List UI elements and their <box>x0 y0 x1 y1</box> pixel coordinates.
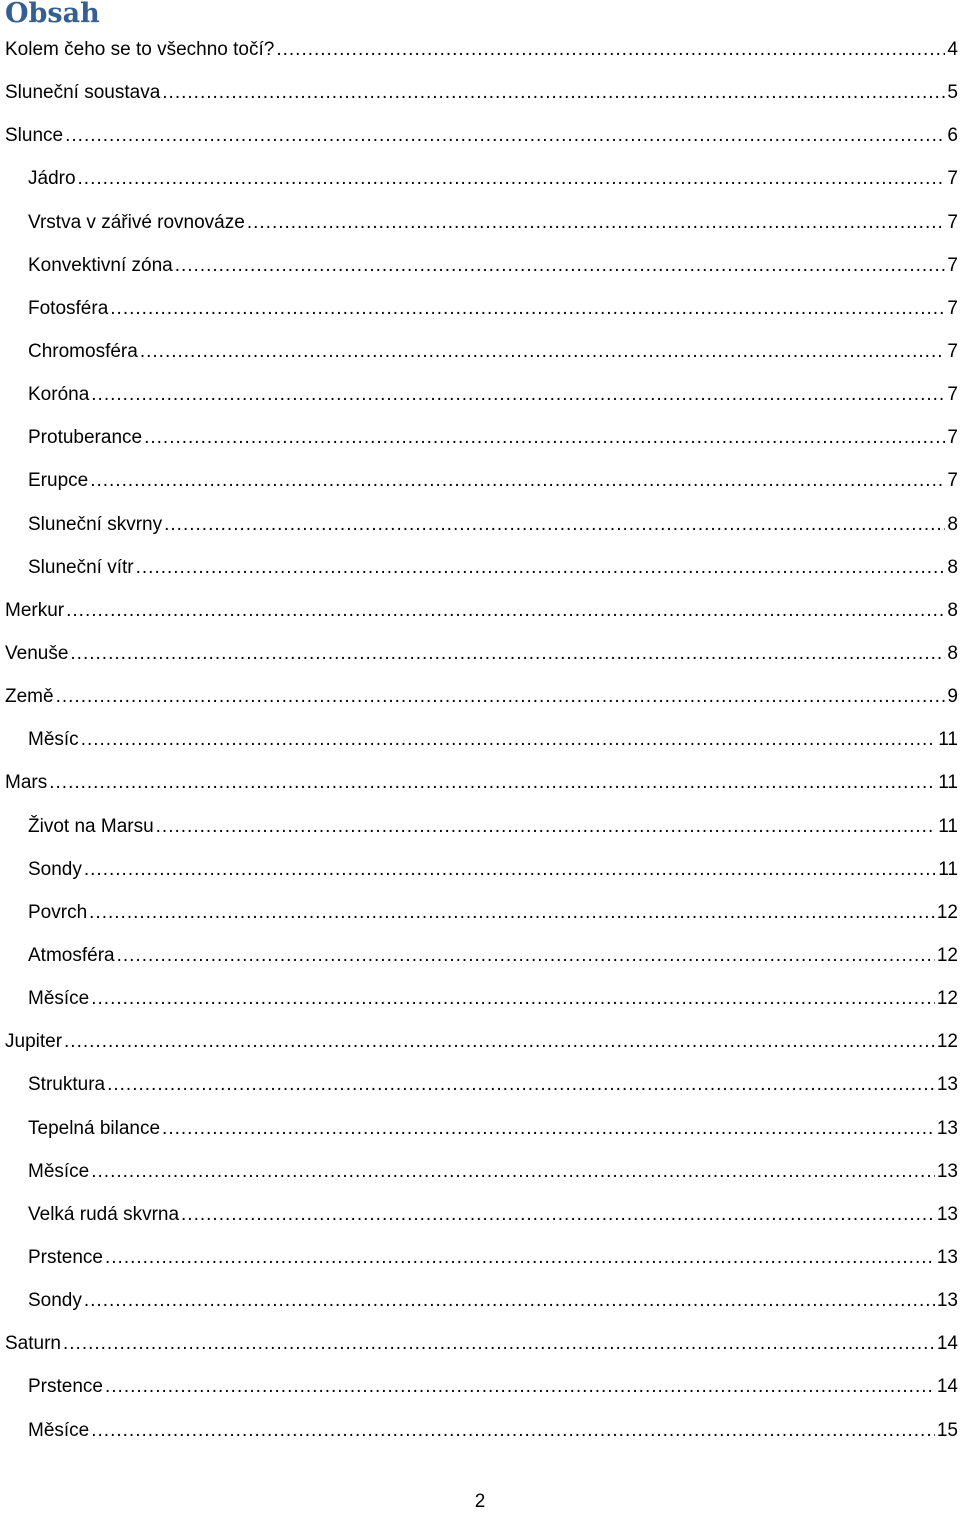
toc-dot-leader <box>64 1020 935 1063</box>
toc-dot-leader <box>91 1150 935 1193</box>
toc-entry-label: Prstence <box>28 1376 103 1398</box>
toc-entry-page: 9 <box>947 686 958 708</box>
toc-entry-label: Sluneční soustava <box>5 82 161 104</box>
toc-entry-label: Tepelná bilance <box>28 1117 161 1139</box>
toc-entry-label: Povrch <box>28 901 88 923</box>
toc-dot-leader <box>78 157 946 200</box>
toc-entry[interactable] <box>0 848 960 891</box>
toc-dot-leader <box>107 1063 935 1106</box>
toc-entry-label: Kolem čeho se to všechno točí? <box>5 39 275 60</box>
toc-entry[interactable] <box>0 157 960 200</box>
toc-entry[interactable] <box>0 1322 960 1365</box>
toc-dot-leader <box>56 675 946 718</box>
toc-entry[interactable] <box>0 373 960 416</box>
toc-dot-leader <box>84 1279 935 1322</box>
toc-entry[interactable] <box>0 416 960 459</box>
toc-entry-page: 11 <box>938 772 958 794</box>
toc-entry-page: 8 <box>947 599 958 621</box>
toc-entry-page: 7 <box>947 340 958 362</box>
toc-entry-label: Protuberance <box>28 427 143 449</box>
toc-entry-label: Fotosféra <box>28 297 109 319</box>
toc-entry[interactable] <box>0 244 960 287</box>
toc-entry[interactable] <box>0 330 960 373</box>
toc-entry[interactable] <box>0 114 960 157</box>
toc-entry-label: Měsíce <box>28 988 90 1010</box>
toc-dot-leader <box>164 503 945 546</box>
toc-heading: Obsah <box>5 0 100 29</box>
toc-entry-label: Jádro <box>28 168 76 190</box>
toc-dot-leader <box>175 244 946 287</box>
toc-dot-leader <box>63 1322 935 1365</box>
toc-entry-label: Velká rudá skvrna <box>28 1203 180 1225</box>
toc-entry-page: 7 <box>947 168 958 190</box>
toc-entry-label: Koróna <box>28 384 90 406</box>
toc-entry-label: Prstence <box>28 1246 103 1268</box>
toc-entry-label: Život na Marsu <box>28 815 154 837</box>
toc-dot-leader <box>84 848 936 891</box>
toc-entry[interactable] <box>0 1020 960 1063</box>
toc-entry-page: 7 <box>947 254 958 276</box>
toc-entry-label: Sondy <box>28 1290 82 1312</box>
toc-entry-label: Struktura <box>28 1074 106 1096</box>
toc-dot-leader <box>136 546 946 589</box>
toc-entry-label: Merkur <box>5 599 65 621</box>
toc-entry-label: Sluneční vítr <box>28 556 134 578</box>
toc-dot-leader <box>162 1107 935 1150</box>
toc-entry-label: Slunce <box>5 125 64 147</box>
toc-entry[interactable] <box>0 1236 960 1279</box>
toc-entry-page: 6 <box>947 125 958 147</box>
toc-dot-leader <box>90 459 945 502</box>
toc-entry[interactable] <box>0 805 960 848</box>
toc-entry-page: 7 <box>947 470 958 492</box>
toc-entry-page: 8 <box>947 642 958 664</box>
toc-entry[interactable] <box>0 1063 960 1106</box>
toc-entry-page: 5 <box>947 82 958 104</box>
toc-dot-leader <box>276 28 945 71</box>
toc-entry-page: 8 <box>947 556 958 578</box>
toc-entry-page: 12 <box>936 988 958 1010</box>
toc-entry-page: 13 <box>936 1074 958 1096</box>
toc-entry[interactable] <box>0 28 960 71</box>
toc-entry[interactable] <box>0 675 960 718</box>
toc-entry[interactable] <box>0 1409 960 1452</box>
toc-dot-leader <box>105 1236 935 1279</box>
toc-list <box>0 28 960 1452</box>
toc-entry-label: Venuše <box>5 642 69 664</box>
toc-entry-label: Jupiter <box>5 1031 63 1053</box>
toc-entry[interactable] <box>0 1193 960 1236</box>
toc-dot-leader <box>247 201 946 244</box>
toc-dot-leader <box>89 891 935 934</box>
toc-dot-leader <box>66 589 945 632</box>
toc-entry[interactable] <box>0 503 960 546</box>
toc-entry[interactable] <box>0 977 960 1020</box>
toc-entry-label: Sondy <box>28 858 82 880</box>
toc-entry-label: Země <box>5 686 54 708</box>
toc-entry[interactable] <box>0 761 960 804</box>
toc-dot-leader <box>91 1409 935 1452</box>
toc-dot-leader <box>162 71 945 114</box>
toc-entry-page: 13 <box>936 1160 958 1182</box>
toc-entry[interactable] <box>0 632 960 675</box>
toc-dot-leader <box>181 1193 935 1236</box>
toc-dot-leader <box>49 761 936 804</box>
toc-entry-page: 7 <box>947 211 958 233</box>
page-number: 2 <box>474 1491 486 1512</box>
toc-entry[interactable] <box>0 718 960 761</box>
toc-entry[interactable] <box>0 201 960 244</box>
toc-dot-leader <box>144 416 945 459</box>
toc-entry-page: 8 <box>947 513 958 535</box>
toc-entry-page: 15 <box>936 1419 958 1441</box>
toc-entry-label: Saturn <box>5 1333 61 1355</box>
toc-entry-page: 14 <box>936 1333 958 1355</box>
toc-entry-page: 11 <box>938 858 958 880</box>
toc-entry-label: Vrstva v zářivé rovnováze <box>28 211 245 233</box>
toc-entry-label: Atmosféra <box>28 944 115 966</box>
toc-dot-leader <box>117 934 935 977</box>
toc-entry[interactable] <box>0 1365 960 1408</box>
toc-dot-leader <box>70 632 945 675</box>
toc-dot-leader <box>81 718 937 761</box>
toc-entry-page: 13 <box>936 1246 958 1268</box>
toc-entry-page: 13 <box>936 1203 958 1225</box>
toc-entry-label: Konvektivní zóna <box>28 254 173 276</box>
toc-entry-page: 14 <box>936 1376 958 1398</box>
toc-dot-leader <box>140 330 946 373</box>
toc-entry[interactable] <box>0 589 960 632</box>
toc-entry[interactable] <box>0 934 960 977</box>
toc-entry-label: Měsíc <box>28 729 79 751</box>
toc-entry-page: 7 <box>947 427 958 449</box>
toc-entry[interactable] <box>0 459 960 502</box>
toc-dot-leader <box>156 805 937 848</box>
toc-entry[interactable] <box>0 71 960 114</box>
toc-entry[interactable] <box>0 1279 960 1322</box>
toc-dot-leader <box>105 1365 935 1408</box>
toc-entry-label: Sluneční skvrny <box>28 513 163 535</box>
toc-entry-page: 7 <box>947 297 958 319</box>
toc-entry-page: 4 <box>947 39 958 60</box>
toc-entry[interactable] <box>0 891 960 934</box>
toc-entry[interactable] <box>0 287 960 330</box>
toc-entry-page: 12 <box>936 901 958 923</box>
toc-entry-page: 11 <box>938 815 958 837</box>
toc-entry-page: 12 <box>936 944 958 966</box>
toc-entry[interactable] <box>0 1107 960 1150</box>
toc-dot-leader <box>110 287 945 330</box>
toc-entry-page: 13 <box>936 1290 958 1312</box>
toc-entry-label: Měsíce <box>28 1419 90 1441</box>
toc-dot-leader <box>65 114 945 157</box>
toc-entry-label: Měsíce <box>28 1160 90 1182</box>
toc-entry-page: 7 <box>947 384 958 406</box>
toc-entry-label: Chromosféra <box>28 340 138 362</box>
toc-entry-page: 13 <box>936 1117 958 1139</box>
toc-dot-leader <box>91 373 945 416</box>
toc-entry[interactable] <box>0 1150 960 1193</box>
toc-entry-page: 11 <box>938 729 958 751</box>
toc-dot-leader <box>91 977 935 1020</box>
toc-entry-page: 12 <box>936 1031 958 1053</box>
toc-entry-label: Mars <box>5 772 48 794</box>
toc-entry-label: Erupce <box>28 470 89 492</box>
toc-entry[interactable] <box>0 546 960 589</box>
